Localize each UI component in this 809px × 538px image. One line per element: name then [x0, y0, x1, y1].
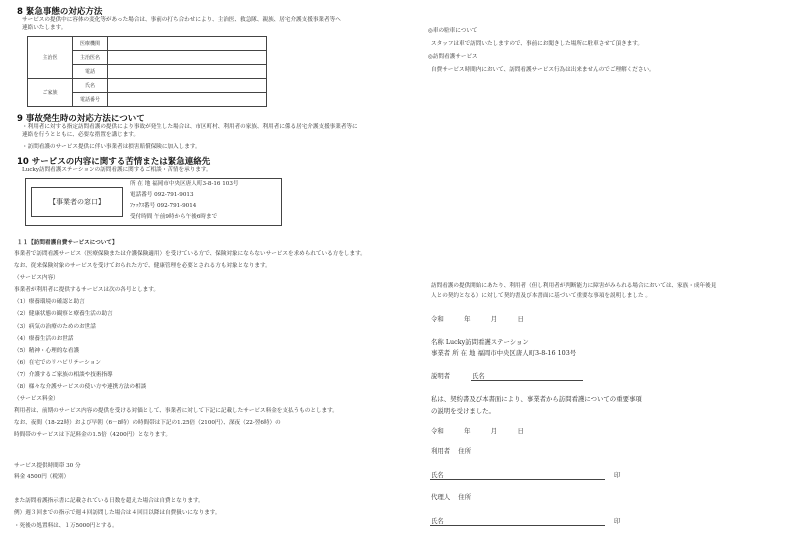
intro-text: 人との契約となる）に対して契約書及び本書面に基づいて重要な事項を説明しました 。 — [431, 293, 651, 299]
seal-mark: 印 — [614, 471, 621, 479]
section-11-title: １１【訪問看護自費サービスについて】 — [17, 240, 118, 246]
section-10-title: 10 サービスの内容に関する苦情または緊急連絡先 — [17, 157, 211, 167]
acknowledge-text: 私は、契約書及び本書面により、事業者から訪問看護についての重要事項 — [431, 395, 642, 403]
visiting-text: 自費サービス時間内において、訪問看護サービス行為は出来ませんのでご理解ください。 — [431, 67, 655, 73]
section-11-line: （3）病気の治療のためのお世話 — [14, 323, 96, 330]
section-9-text: ・訪問看護のサービス提供に伴い事業者は損害賠償保険に加入します。 — [22, 144, 201, 150]
note-text: また訪問看護指示書に記載されている日数を超えた場合は自費となります。 — [14, 498, 204, 504]
contact-fax: ﾌｧｯｸｽ番号 092-791-9014 — [130, 203, 197, 209]
contact-table — [27, 36, 267, 107]
date-line: 令和 年 月 日 — [431, 427, 524, 435]
section-11-line: なお、従来保険対象のサービスを受けておられた方で、健康管理を必要とされる方も対象となります。 — [14, 263, 271, 270]
contact-tel: 電話番号 092-791-9013 — [130, 192, 194, 198]
table-row-label: 電話番号 — [73, 93, 108, 107]
user-address-label: 利用者 住所 — [431, 447, 472, 455]
section-11-line: （7）介護するご家族の相談や技術指導 — [14, 371, 113, 378]
table-group-family: ご家族 — [28, 79, 73, 107]
contact-address: 所 在 地 福岡市中央区唐人町3-8-16 103号 — [130, 181, 239, 187]
section-11-line: （サービス内容） — [14, 275, 59, 282]
section-11-line: （4）療養生活のお世話 — [14, 335, 74, 342]
table-cell — [108, 51, 267, 65]
section-10-text: Lucky訪問看護ステーションの訪問看護に関するご相談・苦情を承ります。 — [22, 167, 212, 173]
section-11-line: （サービス料金） — [14, 396, 59, 403]
seal-mark: 印 — [614, 517, 621, 525]
acknowledge-text: の説明を受けました。 — [431, 407, 495, 415]
fee-price: 料金 4500円（税別） — [14, 474, 70, 480]
table-cell — [108, 93, 267, 107]
table-row-label: 電話 — [73, 65, 108, 79]
signature-line — [430, 525, 605, 526]
user-name-label: 氏名 — [431, 471, 444, 479]
visiting-title: ◎訪問看護サービス — [428, 54, 478, 60]
section-9-title: 9 事故発生時の対応方法について — [17, 114, 145, 124]
section-11-line: （2）健康状態の観察と療養生活の助言 — [14, 311, 113, 318]
contact-box — [25, 178, 282, 226]
section-11-line: （8）様々な介護サービスの使い方や連携方法の相談 — [14, 384, 147, 391]
table-row-label: 主治医名 — [73, 51, 108, 65]
section-9-text: 連絡を行うとともに、必要な措置を講じます。 — [22, 132, 140, 138]
explainer-label: 説明者 — [431, 372, 451, 380]
signature-line — [471, 380, 583, 381]
section-8-text: 連絡いたします。 — [22, 25, 67, 31]
office-address: 事業者 所 在 地 福岡市中央区唐人町3-8-16 103号 — [431, 349, 577, 357]
table-cell — [108, 79, 267, 93]
date-line: 令和 年 月 日 — [431, 315, 524, 323]
section-11-body — [14, 251, 366, 445]
table-group-doctor: 主治医 — [28, 37, 73, 79]
section-11-line: 利用者は、前期のサービス内容の提供を受ける対価として、事業者に対して下記に記載したサービス料金を支払うものとします。 — [14, 408, 338, 415]
fee-time: サービス提供時間帯 30 分 — [14, 463, 81, 469]
contact-hours: 受付時間 午前9時から午後6時まで — [130, 214, 218, 220]
office-name: 名称 Lucky訪問看護ステーション — [431, 338, 529, 346]
explainer-name-label: 氏名 — [472, 372, 485, 380]
section-11-line: 時間帯のサービスは下記料金の1.5倍（4200円）となります。 — [14, 432, 171, 439]
contact-label: 【事業者の窓口】 — [31, 187, 123, 217]
note-text: 例）週３回までの指示で週４回訪問した場合は４回目以降は自費扱いになります。 — [14, 510, 221, 516]
parking-title: ◎車の駐車について — [428, 28, 478, 34]
section-11-line: （6）在宅でのリハビリテーション — [14, 359, 101, 366]
section-9-text: ・利用者に対する指定訪問看護の提供により事故が発生した場合は、市区町村、利用者の家族、利用者に係る居宅介護支援事業者等に — [22, 124, 358, 130]
parking-text: スタッフは車で訪問いたしますので、事前にお聞きした場所に駐車させて頂きます。 — [431, 41, 644, 47]
note-text: ・死後の処置料は、１万5000円とする。 — [14, 523, 118, 529]
table-row-label: 氏名 — [73, 79, 108, 93]
agent-name-label: 氏名 — [431, 517, 444, 525]
section-11-line: 事業者で訪問看護サービス（医療保険または介護保険適用）を受けている方で、保険対象にならないサービスを求められている方をします。 — [14, 251, 366, 257]
section-11-line: 事業者が利用者に提供するサービスは次の各号とします。 — [14, 287, 159, 294]
section-11-line: なお、夜間（18-22時）および早朝（6－8時）の時間帯は下記の1.25倍（2100円）、深夜（22-翌6時）の — [14, 420, 281, 427]
section-8-title: 8 緊急事態の対応方法 — [17, 7, 103, 17]
section-8-text: サービスの提供中に容体の変化等があった場合は、事前の打ち合わせにより、主治医、救急隊、親族、居宅介護支援事業者等へ — [22, 17, 341, 23]
table-cell — [108, 65, 267, 79]
section-11-line: （1）療養環境の確認と助言 — [14, 299, 85, 306]
table-row-label: 医療機関 — [73, 37, 108, 51]
section-11-line: （5）精神・心理的な看護 — [14, 347, 80, 354]
agent-address-label: 代理人 住所 — [431, 493, 472, 501]
intro-text: 訪問看護の提供開始にあたり、利用者（但し利用者が判断能力に障害がみられる場合においては、家族・成年後見 — [431, 283, 717, 289]
table-cell — [108, 37, 267, 51]
signature-line — [430, 479, 605, 480]
